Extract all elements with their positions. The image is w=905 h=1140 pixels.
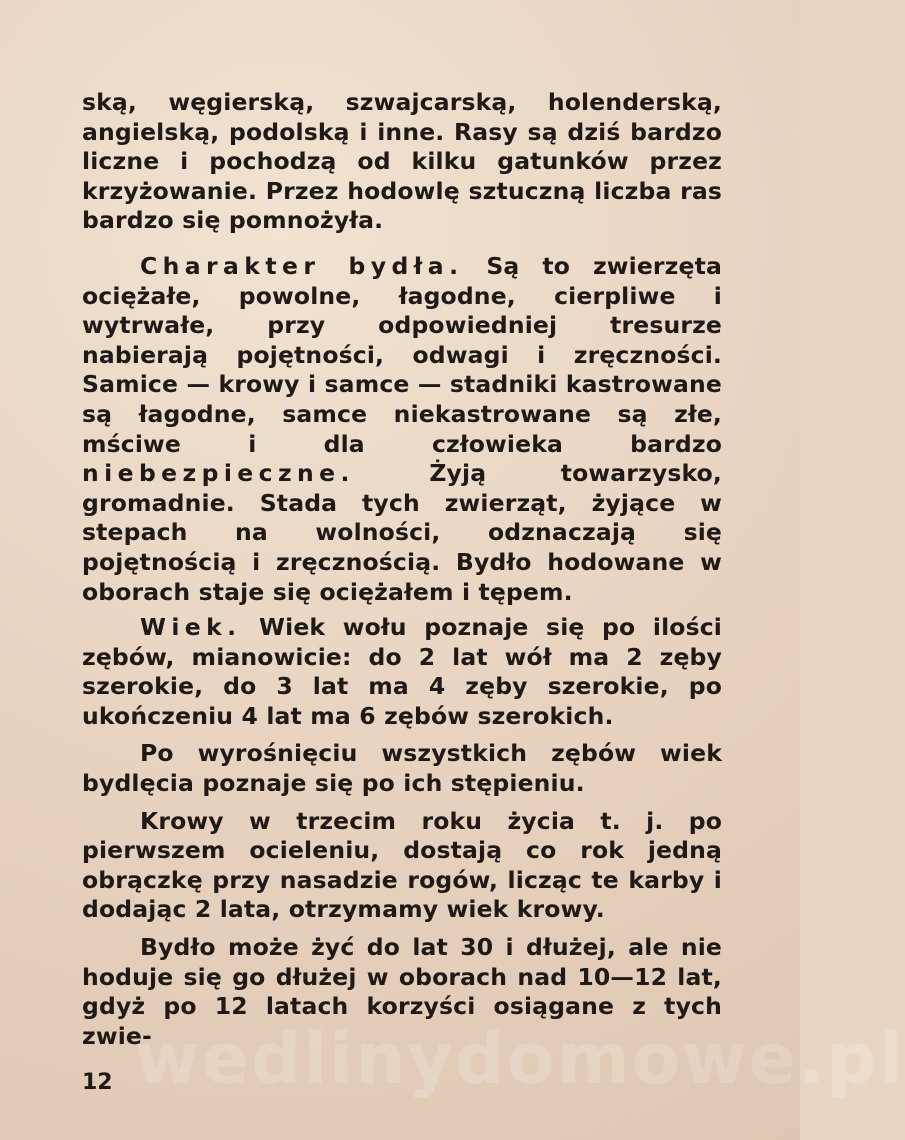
age-text: Wiek wołu poznaje się po ilości zębów, mianowicie: do 2 lat wół ma 2 zęby szerokie, do 3 lat ma 4 zęby szerokie, po ukończeniu 4 lat ma 6 zębów szerokich.	[82, 613, 722, 730]
character-text-before: Są to zwierzęta ociężałe, powolne, łagodne, cierpliwe i wytrwałe, przy odpowiedniej tresurze nabierają pojętności, odwagi i zręczności. Samice — krowy i samce — stadniki kastrowane są łagodne, samce niekastrowane są złe, mściwe i dla człowieka bardzo	[82, 251, 722, 458]
page-body-text	[82, 88, 722, 1051]
paragraph-character	[82, 252, 722, 607]
character-emphasis: niebezpieczne.	[82, 459, 355, 488]
watermark: wedlinydomowe.pl	[135, 1018, 905, 1100]
paragraph-cow-rings: Krowy w trzecim roku życia t. j. po pierwszem ocieleniu, dostają co rok jedną obrączkę przy nasadzie rogów, licząc te karby i dodając 2 lata, otrzymamy wiek krowy.	[82, 806, 722, 924]
section-label-age: Wiek.	[140, 613, 242, 642]
character-text-after: Żyją towarzysko, gromadnie. Stada tych zwierząt, żyjące w stepach na wolności, odznaczają się pojętnością i zręcznością. Bydło hodowane w oborach staje się ociężałem i tępem.	[82, 459, 722, 606]
paragraph-breeds: ską, węgierską, szwajcarską, holenderską, angielską, podolską i inne. Rasy są dziś bardzo liczne i pochodzą od kilku gatunków przez krzyżowanie. Przez hodowlę sztuczną liczba ras bardzo się pomnożyła.	[82, 88, 722, 235]
section-label-character: Charakter bydła.	[140, 251, 464, 280]
paragraph-lifespan: Bydło może żyć do lat 30 i dłużej, ale nie hoduje się go dłużej w oborach nad 10—12 lat, gdyż po 12 latach korzyści osiągane z tych zwie-	[82, 933, 722, 1050]
paragraph-age	[82, 613, 722, 731]
page-number: 12	[82, 1070, 113, 1095]
paragraph-teeth-wear: Po wyrośnięciu wszystkich zębów wiek bydlęcia poznaje się po ich stępieniu.	[82, 739, 722, 798]
